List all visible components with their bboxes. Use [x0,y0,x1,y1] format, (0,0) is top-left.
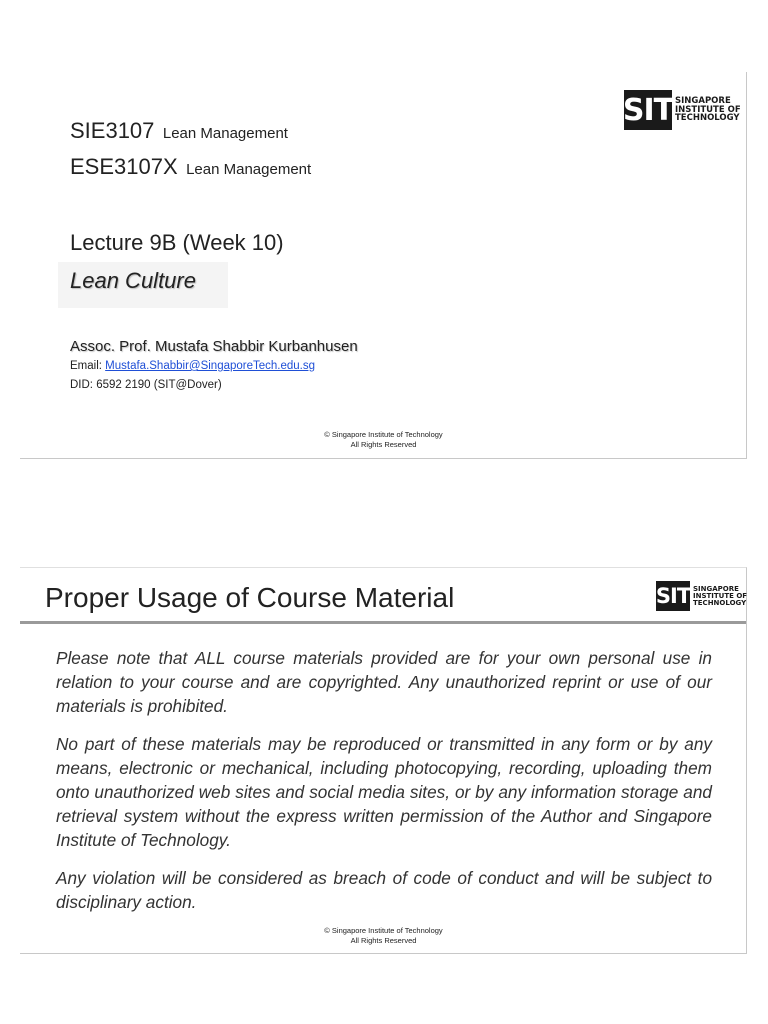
sit-logo-mark [656,581,690,611]
course-line [70,154,311,180]
footer-line: All Rights Reserved [350,440,417,449]
course-name: Lean Management [162,125,288,142]
phone-did: DID: 6592 2190 (SIT@Dover) [70,379,222,391]
email-label: Email: [70,360,106,372]
sit-logo-mark [624,90,672,130]
logo-mark-text: SIT [655,584,691,608]
logo-line: INSTITUTE OF [693,591,748,600]
author-name: Assoc. Prof. Mustafa Shabbir Kurbanhusen [70,338,358,355]
body-paragraph: No part of these materials may be reproduced or transmitted in any form or by any means, electronic or mechanical, including photocopying, recording, uploading them onto unauthorized web sites and social media sites, or by any information storage and retrieval system without the express written permission of the Author and Singapore Institute of Technology. [56,734,712,850]
lecture-topic: Lean Culture [70,268,196,293]
usage-body [56,646,712,928]
copyright-footer [20,430,747,450]
logo-line: SINGAPORE [693,584,739,593]
usage-slide [20,567,747,954]
footer-line: © Singapore Institute of Technology [324,430,443,439]
sit-logo [656,581,747,611]
title-slide [20,72,747,459]
logo-line: TECHNOLOGY [675,113,740,124]
logo-line: INSTITUTE OF [675,104,741,115]
footer-line: © Singapore Institute of Technology [324,926,443,935]
sit-logo [624,90,741,130]
course-code: SIE3107 [70,118,155,143]
logo-line: SINGAPORE [675,96,731,107]
email-row [70,360,315,372]
logo-mark-text: SIT [622,92,674,128]
body-paragraph: Any violation will be considered as breach of code of conduct and will be subject to disciplinary action. [56,868,712,912]
body-paragraph: Please note that ALL course materials provided are for your own personal use in relation to your course and are copyrighted. Any unauthorized reprint or use of our materials is prohibited. [56,648,712,716]
footer-line: All Rights Reserved [350,936,417,945]
title-divider [20,621,746,624]
logo-wordmark [693,586,747,607]
lecture-title: Lecture 9B (Week 10) [70,230,284,255]
logo-wordmark [675,97,741,123]
slide-title: Proper Usage of Course Material [45,582,455,613]
course-line [70,118,288,144]
course-name: Lean Management [186,161,312,178]
logo-line: TECHNOLOGY [693,598,747,607]
email-link[interactable]: Mustafa.Shabbir@SingaporeTech.edu.sg [105,360,316,372]
copyright-footer [20,926,747,946]
course-code: ESE3107X [70,154,178,179]
